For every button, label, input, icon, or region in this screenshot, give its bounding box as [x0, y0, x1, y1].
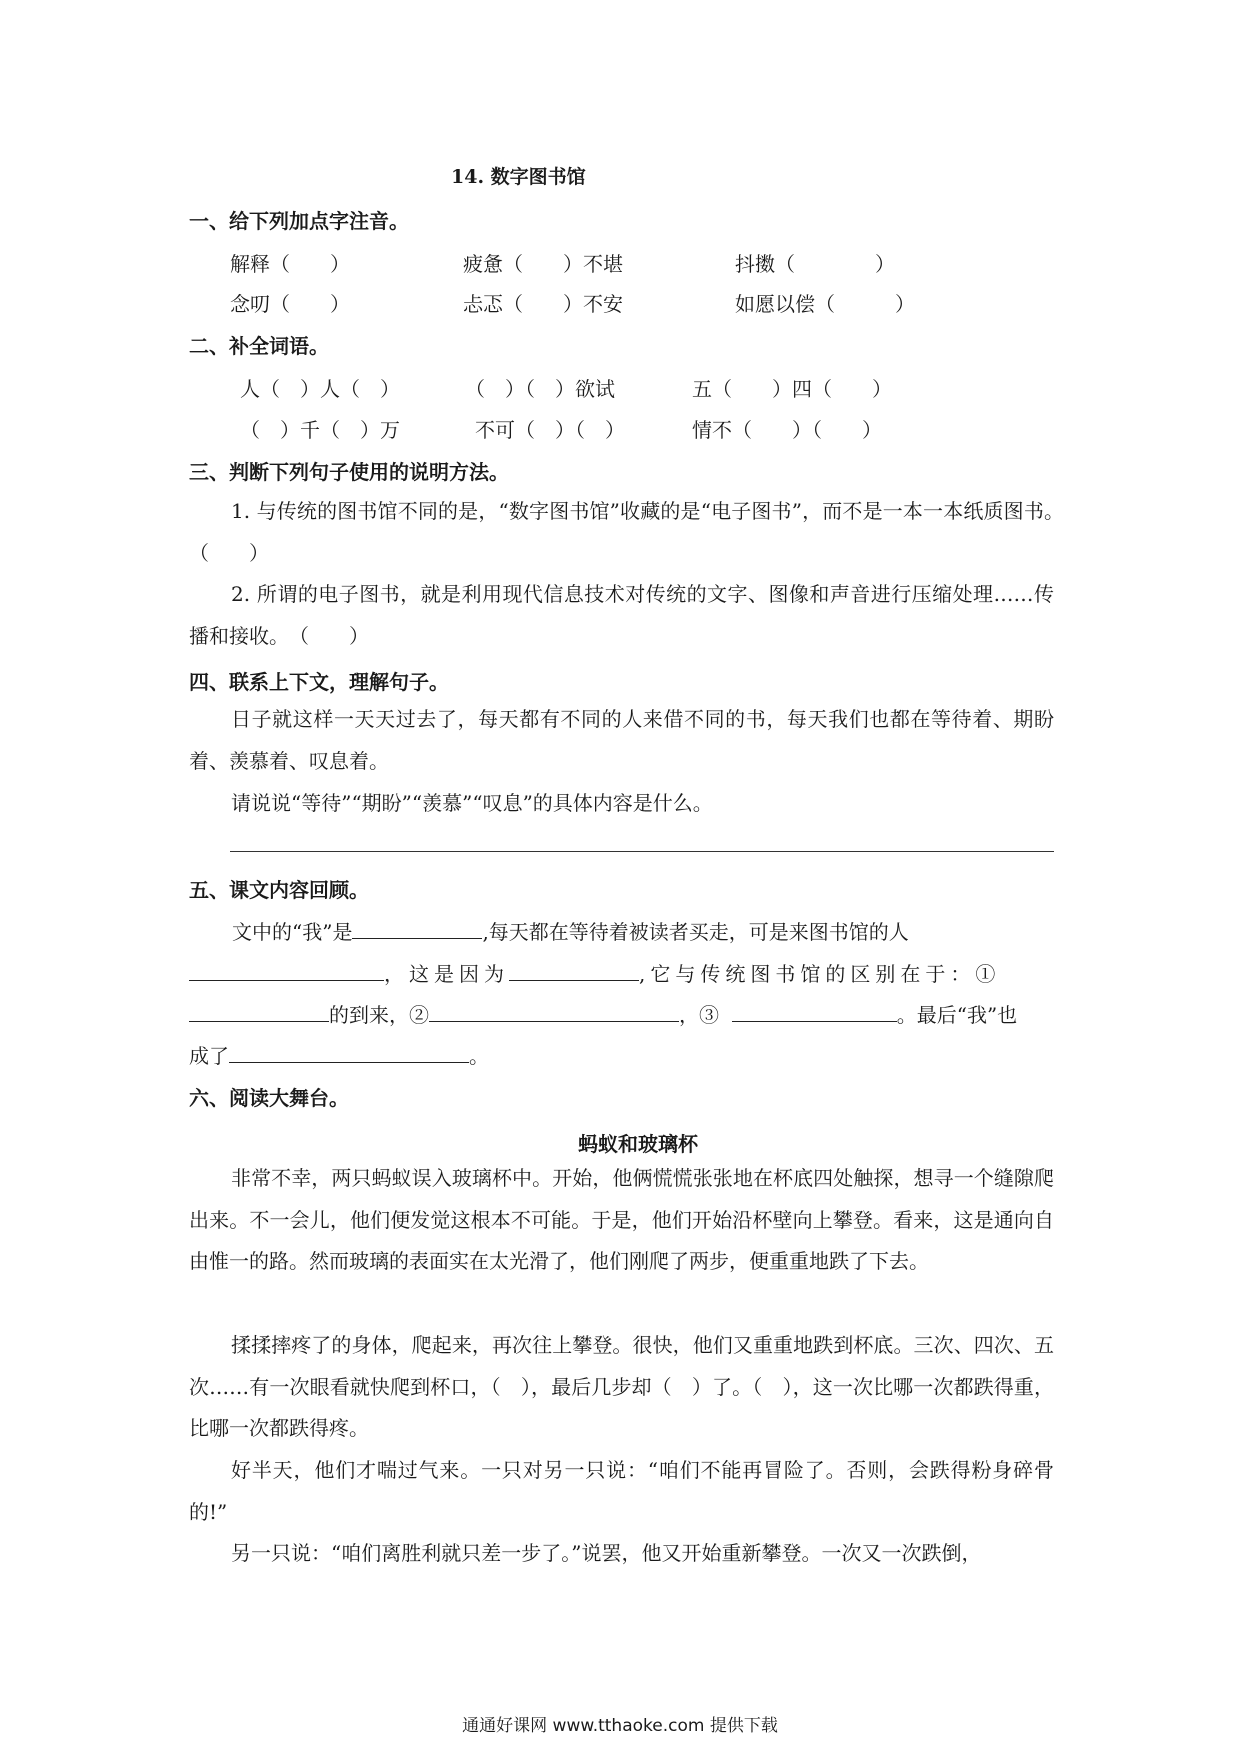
- story-paragraph-1: 非常不幸，两只蚂蚁误入玻璃杯中。开始，他俩慌慌张张地在杯底四处触探，想寻一个缝隙爬出来。不一会儿，他们便发觉这根本不可能。于是，他们开始沿杯壁向上攀登。看来，这是通向自由惟一的路。然而玻璃的表面实在太光滑了，他们刚爬了两步，便重重地跌了下去。: [189, 1166, 1054, 1273]
- footer-download-note: 通通好课网 www.tthaoke.com 提供下载: [462, 1716, 778, 1736]
- review-text: 。: [469, 1044, 489, 1068]
- section-2-heading: 二、补全词语。: [189, 334, 329, 358]
- fill-blank[interactable]: [229, 1042, 469, 1063]
- word-item: 五（ ）四（ ）: [692, 377, 892, 401]
- context-passage: 日子就这样一天天过去了，每天都有不同的人来借不同的书，每天我们也都在等待着、期盼着、羡慕着、叹息着。: [189, 707, 1054, 773]
- pinyin-item: 忐忑（ ）不安: [463, 292, 623, 316]
- page-title: 14. 数字图书馆: [451, 166, 586, 188]
- fill-blank[interactable]: [509, 960, 639, 981]
- review-line-4: [189, 1040, 489, 1069]
- word-item: 情不（ ）（ ）: [692, 418, 882, 442]
- section-6-heading: 六、阅读大舞台。: [189, 1086, 349, 1110]
- story-paragraph-2: 揉揉摔疼了的身体，爬起来，再次往上攀登。很快，他们又重重地跌到杯底。三次、四次、五次……有一次眼看就快爬到杯口，（ ），最后几步却（ ）了。（ ），这一次比哪一次都跌得重，比哪一次都跌得疼。: [189, 1333, 1054, 1440]
- section-5-heading: 五、课文内容回顾。: [189, 878, 369, 902]
- fill-blank[interactable]: [352, 918, 482, 939]
- review-text: 的到来，②: [329, 1003, 429, 1027]
- word-item: 不可（ ）（ ）: [475, 418, 625, 442]
- word-item: （ ）千（ ）万: [240, 418, 400, 442]
- answer-line: [230, 851, 1054, 852]
- review-text: 成了: [189, 1044, 229, 1068]
- pinyin-item: 疲惫（ ）不堪: [463, 252, 623, 276]
- fill-blank[interactable]: [189, 1001, 329, 1022]
- pinyin-item: 念叨（ ）: [230, 292, 350, 316]
- pinyin-item: 如愿以偿（ ）: [735, 292, 915, 316]
- judge-question-2: 2. 所谓的电子图书，就是利用现代信息技术对传统的文字、图像和声音进行压缩处理……传播和接收。 （ ）: [189, 582, 1054, 648]
- fill-blank[interactable]: [732, 1001, 897, 1022]
- section-3-heading: 三、判断下列句子使用的说明方法。: [189, 460, 509, 484]
- judge-question-1: 1. 与传统的图书馆不同的是，“数字图书馆”收藏的是“电子图书”，而不是一本一本纸质图书。 （ ）: [189, 499, 1094, 565]
- review-text: 。最后“我”也: [896, 1003, 1018, 1027]
- section-4-heading: 四、联系上下文，理解句子。: [189, 670, 449, 694]
- review-text: ，这是因为: [384, 962, 509, 986]
- review-line-2: [189, 958, 1000, 987]
- story-title: 蚂蚁和玻璃杯: [578, 1132, 698, 1156]
- pinyin-item: 解释（ ）: [230, 252, 350, 276]
- context-question: 请说说“等待”“期盼”“羡慕”“叹息”的具体内容是什么。: [231, 791, 713, 815]
- review-text: ，③: [679, 1003, 719, 1027]
- story-paragraph-4: 另一只说：“咱们离胜利就只差一步了。”说罢，他又开始重新攀登。一次又一次跌倒，: [231, 1541, 982, 1565]
- story-paragraph-3: 好半天，他们才喘过气来。一只对另一只说：“咱们不能再冒险了。否则，会跌得粉身碎骨的!”: [189, 1458, 1054, 1524]
- review-text: ,每天都在等待着被读者买走，可是来图书馆的人: [482, 920, 909, 944]
- fill-blank[interactable]: [429, 1001, 679, 1022]
- pinyin-item: 抖擞（ ）: [735, 252, 895, 276]
- review-text: 文中的“我”是: [232, 920, 353, 944]
- word-item: 人（ ）人（ ）: [240, 377, 400, 401]
- word-item: （ ）（ ）欲试: [465, 377, 615, 401]
- review-text: ,它与传统图书馆的区别在于：①: [639, 962, 1001, 986]
- review-line-1: [232, 916, 909, 945]
- review-line-3: [189, 999, 1017, 1028]
- fill-blank[interactable]: [189, 960, 384, 981]
- section-1-heading: 一、给下列加点字注音。: [189, 209, 409, 233]
